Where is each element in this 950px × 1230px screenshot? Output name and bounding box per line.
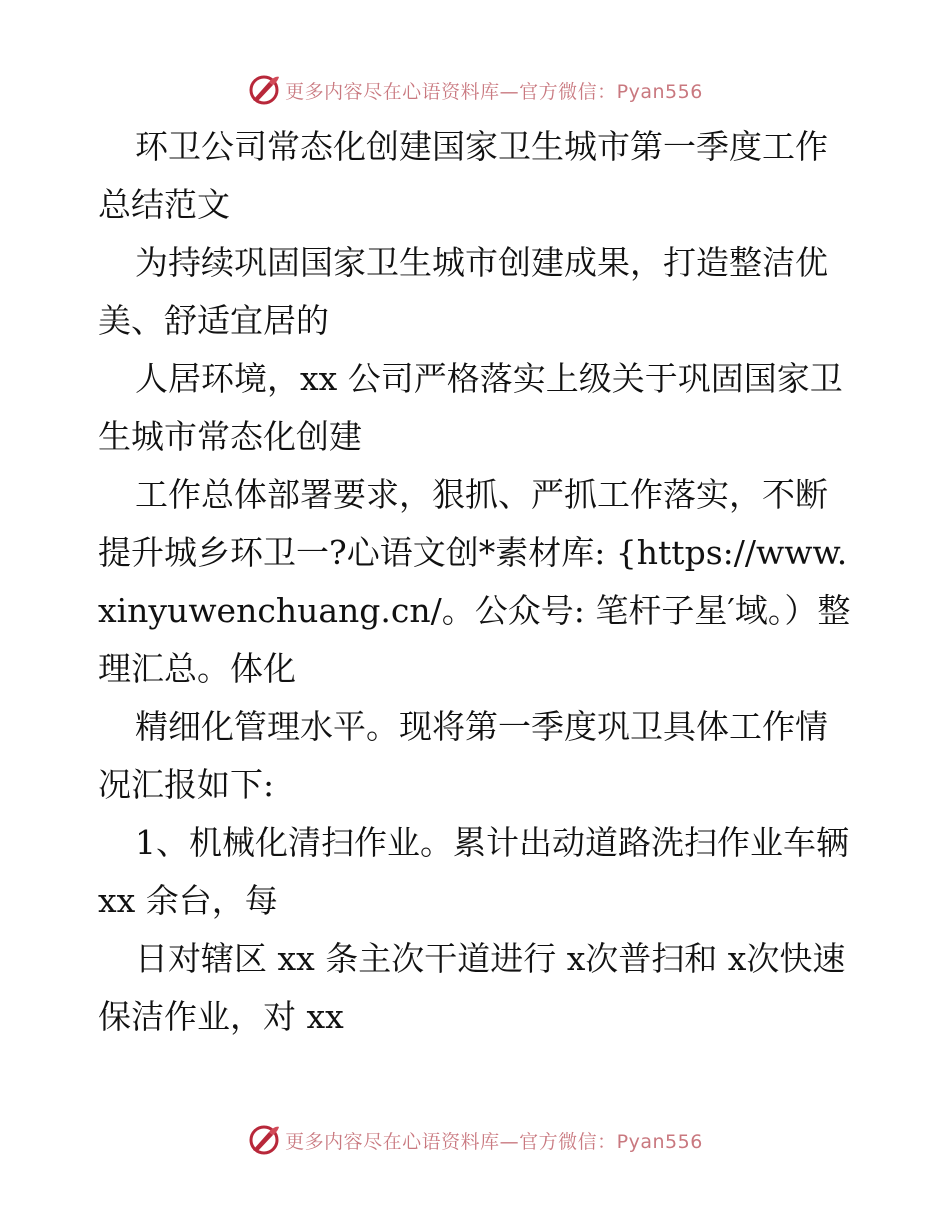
paragraph: 工作总体部署要求，狠抓、严抓工作落实，不断提升城乡环卫一?心语文创*素材库: {https://www.xinyuwenchuang.cn/。公众号: 笔杆子星′域。）整理汇总。体化: [98, 475, 851, 688]
footer-watermark-text: 更多内容尽在心语资料库—官方微信：Pyan556: [285, 1130, 703, 1153]
header-watermark: [0, 70, 950, 110]
paragraph: 人居环境，xx 公司严格落实上级关于巩固国家卫生城市常态化创建: [98, 359, 843, 456]
paragraph: 精细化管理水平。现将第一季度巩卫具体工作情况汇报如下:: [98, 707, 828, 804]
document-title: 环卫公司常态化创建国家卫生城市第一季度工作总结范文: [98, 127, 828, 224]
paragraph: 1、机械化清扫作业。累计出动道路洗扫作业车辆 xx 余台，每: [98, 823, 849, 920]
footer-watermark: [0, 1120, 950, 1160]
paragraph: 为持续巩固国家卫生城市创建成果，打造整洁优美、舒适宜居的: [98, 243, 828, 340]
document-body: [98, 118, 858, 1046]
quill-logo-icon: [247, 73, 281, 107]
header-watermark-text: 更多内容尽在心语资料库—官方微信：Pyan556: [285, 80, 703, 103]
quill-logo-icon: [247, 1123, 281, 1157]
paragraph: 日对辖区 xx 条主次干道进行 x次普扫和 x次快速保洁作业，对 xx: [98, 939, 846, 1036]
